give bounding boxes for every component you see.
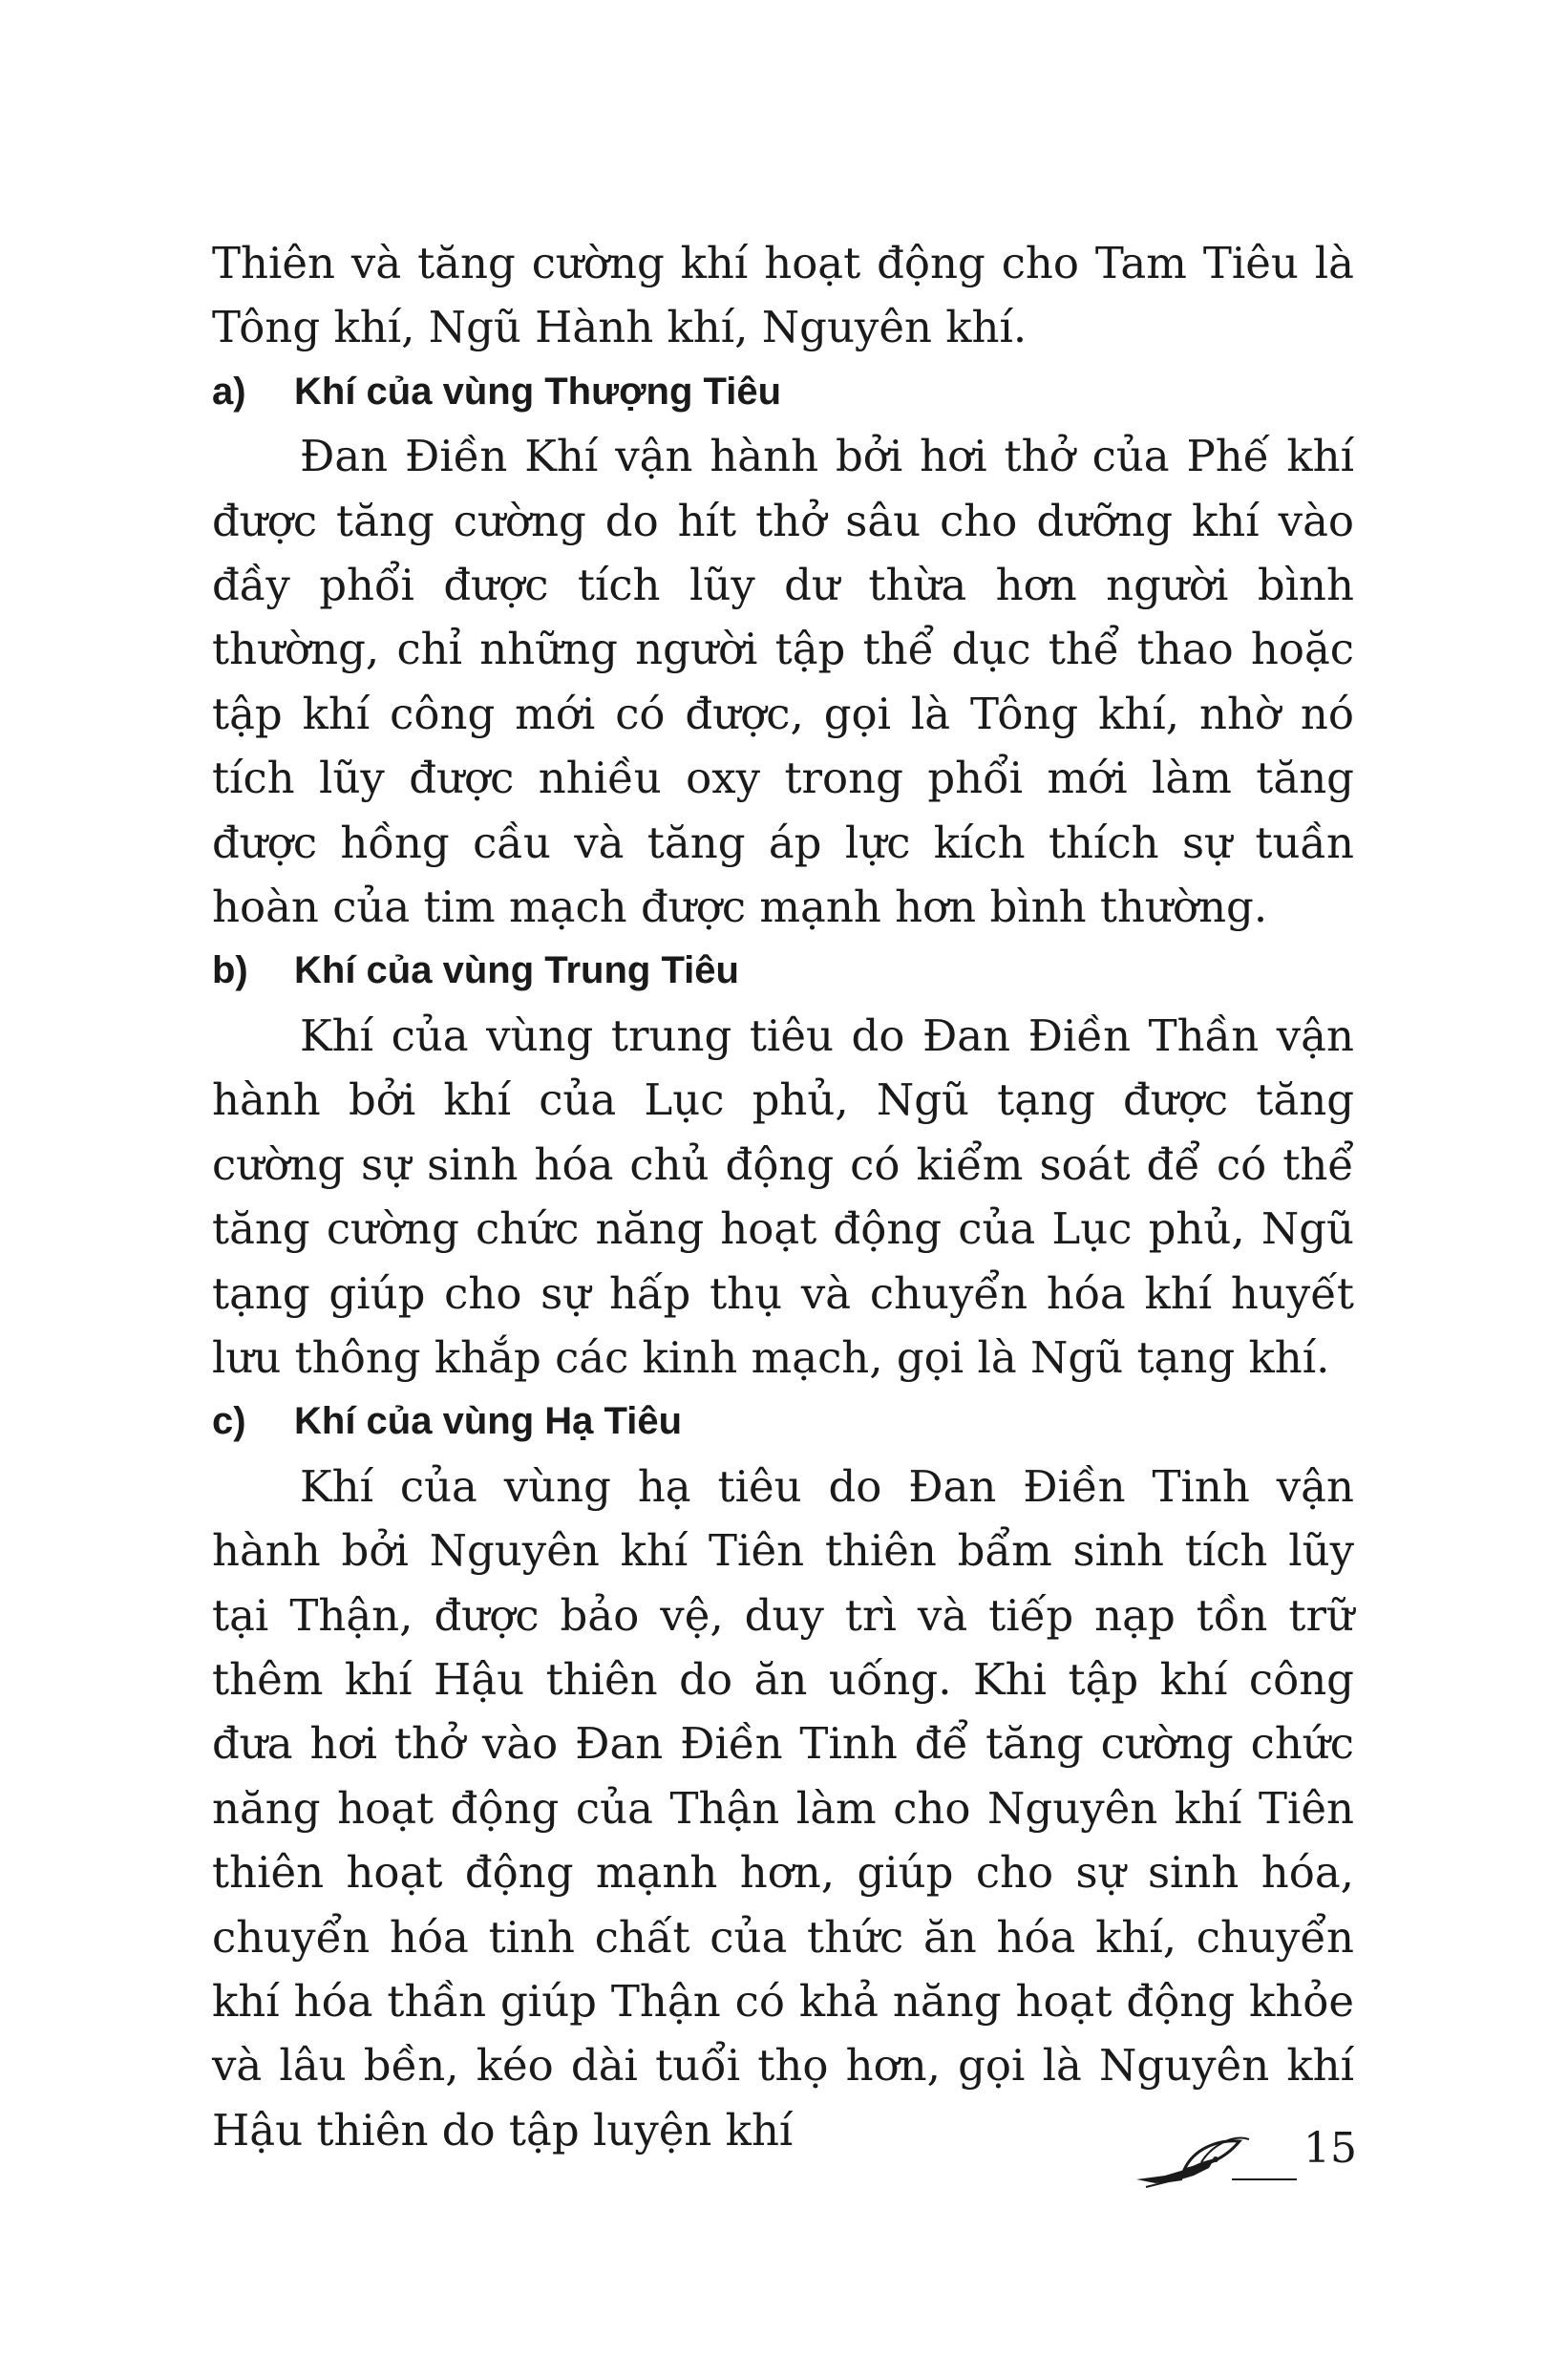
section-b-title: Khí của vùng Trung Tiêu xyxy=(294,949,739,992)
section-a-marker: a) xyxy=(212,370,246,413)
section-c-marker: c) xyxy=(212,1400,246,1443)
page-number: 15 xyxy=(1303,2124,1357,2173)
page-content xyxy=(212,231,1354,2162)
section-a-title: Khí của vùng Thượng Tiêu xyxy=(294,370,781,413)
section-c-title: Khí của vùng Hạ Tiêu xyxy=(294,1400,682,1443)
section-b-marker: b) xyxy=(212,949,248,992)
section-c-body: Khí của vùng hạ tiêu do Đan Điền Tinh vận hành bởi Nguyên khí Tiên thiên bẩm sinh tích lũy tại Thận, được bảo vệ, duy trì và tiếp nạp tồn trữ thêm khí Hậu thiên do ăn uống. Khi tập khí công đưa hơi thở vào Đan Điền Tinh để tăng cường chức năng hoạt động của Thận làm cho Nguyên khí Tiên thiên hoạt động mạnh hơn, giúp cho sự sinh hóa, chuyển hóa tinh chất của thức ăn hóa khí, chuyển khí hóa thần giúp Thận có khả năng hoạt động khỏe và lâu bền, kéo dài tuổi thọ hơn, gọi là Nguyên khí Hậu thiên do tập luyện khí xyxy=(212,1460,1354,2156)
section-a-heading xyxy=(212,360,1354,424)
section-c-heading xyxy=(212,1390,1354,1454)
intro-paragraph: Thiên và tăng cường khí hoạt động cho Tam Tiêu là Tông khí, Ngũ Hành khí, Nguyên khí. xyxy=(212,238,1354,353)
section-b-body: Khí của vùng trung tiêu do Đan Điền Thần vận hành bởi khí của Lục phủ, Ngũ tạng được tăng cường sự sinh hóa chủ động có kiểm soát để có thể tăng cường chức năng hoạt động của Lục phủ, Ngũ tạng giúp cho sự hấp thụ và chuyển hóa khí huyết lưu thông khắp các kinh mạch, gọi là Ngũ tạng khí. xyxy=(212,1009,1354,1383)
section-b-heading xyxy=(212,939,1354,1003)
bird-ornament-icon xyxy=(1127,2120,1299,2197)
section-a-body: Đan Điền Khí vận hành bởi hơi thở của Phế khí được tăng cường do hít thở sâu cho dưỡng khí vào đầy phổi được tích lũy dư thừa hơn người bình thường, chỉ những người tập thể dục thể thao hoặc tập khí công mới có được, gọi là Tông khí, nhờ nó tích lũy được nhiều oxy trong phổi mới làm tăng được hồng cầu và tăng áp lực kích thích sự tuần hoàn của tim mạch được mạnh hơn bình thường. xyxy=(212,431,1354,933)
